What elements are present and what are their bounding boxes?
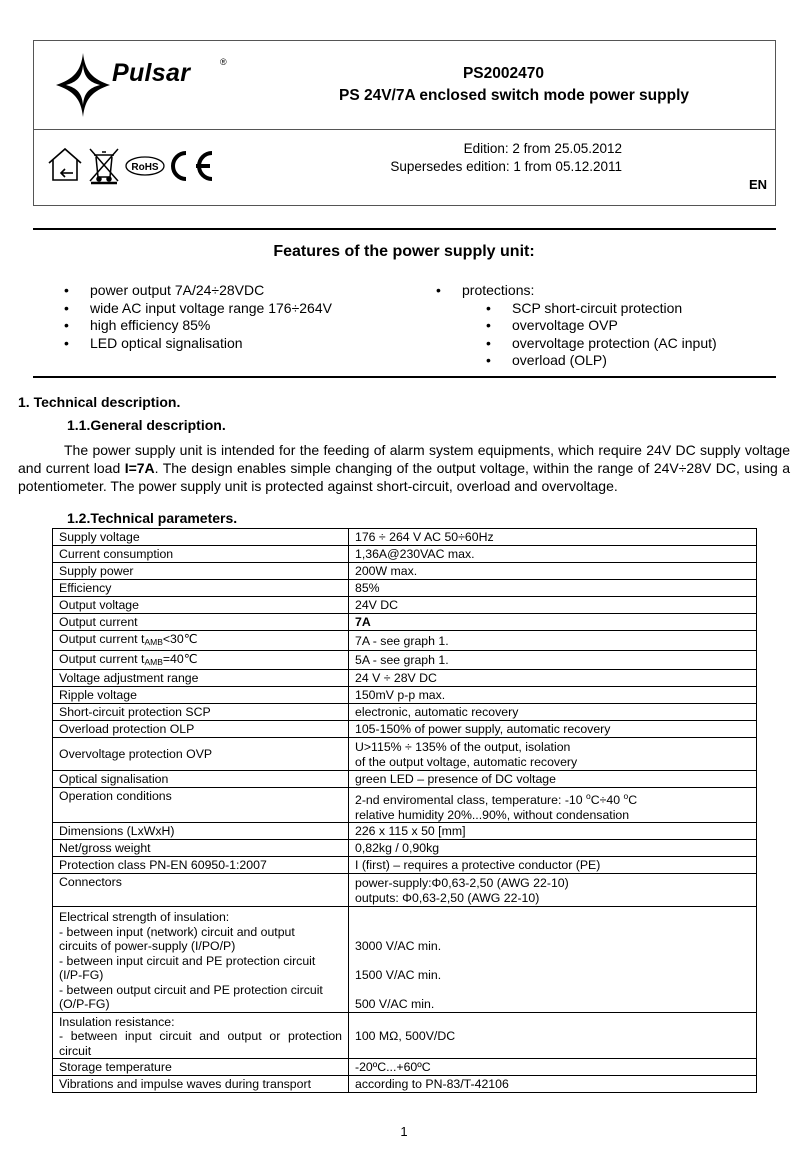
- list-item: • LED optical signalisation: [62, 335, 332, 353]
- table-row: [53, 670, 757, 687]
- divider-features: [33, 376, 776, 378]
- param-value-line: relative humidity 20%...90%, without condensation: [355, 807, 630, 822]
- param-name: Overload protection OLP: [53, 721, 349, 738]
- param-value: 226 x 115 x 50 [mm]: [349, 823, 757, 840]
- table-row: [53, 580, 757, 597]
- degree-mark: o: [586, 791, 591, 801]
- param-value: 5A - see graph 1.: [349, 650, 757, 670]
- table-row: [53, 563, 757, 580]
- param-name-line: circuit: [59, 1043, 92, 1058]
- degree-mark: o: [623, 791, 629, 801]
- header-title-row: [34, 41, 775, 130]
- table-row: [53, 614, 757, 631]
- param-value: 200W max.: [349, 563, 757, 580]
- paragraph-text: . The design enables simple changing of the output voltage, within the range of 24V÷28V DC, using a potentiometer. The power supply unit is protected against short-circuit, overload and overvoltage.: [18, 460, 790, 494]
- list-item: • overvoltage protection (AC input): [434, 335, 717, 353]
- param-value: 85%: [349, 580, 757, 597]
- param-name-subscript: AMB: [144, 637, 163, 647]
- param-name: [53, 907, 349, 1013]
- param-value-text: 2-nd enviromental class, temperature: -10: [355, 793, 587, 807]
- param-name: [53, 650, 349, 670]
- param-name-line: - between input (network) circuit and output: [59, 924, 295, 939]
- language-code: EN: [748, 177, 767, 192]
- list-item: • overload (OLP): [434, 352, 717, 370]
- pulsar-star-icon: [48, 49, 118, 121]
- param-name-line: (I/P-FG): [59, 968, 104, 982]
- table-row: [53, 1076, 757, 1093]
- param-value: [349, 788, 757, 823]
- rohs-label: RoHS: [131, 162, 159, 173]
- param-name: [53, 631, 349, 651]
- param-value: 105-150% of power supply, automatic recovery: [349, 721, 757, 738]
- param-value: 150mV p-p max.: [349, 687, 757, 704]
- param-name-subscript: AMB: [144, 656, 163, 667]
- param-name-line: (O/P-FG): [59, 997, 110, 1011]
- param-value-line: of the output voltage, automatic recovery: [355, 754, 578, 769]
- list-item: • overvoltage OVP: [434, 317, 717, 335]
- features-right-list: [434, 282, 717, 370]
- edition-info: Edition: 2 from 25.05.2012: [463, 141, 622, 156]
- param-name-line: - between output circuit and PE protection circuit: [59, 982, 323, 997]
- weee-bin-icon: [90, 149, 118, 183]
- param-name-line: - between input circuit and PE protection circuit: [59, 953, 316, 968]
- param-name-text: <30℃: [162, 632, 198, 646]
- param-name-line: Insulation resistance:: [59, 1014, 175, 1029]
- param-value: [349, 738, 757, 771]
- param-value-line: outputs: Φ0,63-2,50 (AWG 22-10): [355, 890, 540, 905]
- table-row: [53, 546, 757, 563]
- table-row: [53, 771, 757, 788]
- param-value: 24V DC: [349, 597, 757, 614]
- param-value: -20ºC...+60ºC: [349, 1059, 757, 1076]
- section-heading: 1. Technical description.: [18, 394, 181, 410]
- param-value-line: [355, 983, 750, 998]
- param-name-line: - between input circuit and output or protection: [59, 1029, 342, 1043]
- list-item: • wide AC input voltage range 176÷264V: [62, 300, 332, 318]
- features-left-list: [62, 282, 332, 352]
- param-name: Ripple voltage: [53, 687, 349, 704]
- param-value: 1,36A@230VAC max.: [349, 546, 757, 563]
- param-value: [349, 907, 757, 1013]
- rohs-icon: [126, 157, 164, 175]
- param-value-bold: 7A: [355, 615, 371, 630]
- param-value-line: U>115% ÷ 135% of the output, isolation: [355, 740, 571, 754]
- param-value: green LED – presence of DC voltage: [349, 771, 757, 788]
- param-name: Net/gross weight: [53, 840, 349, 857]
- document-title: PS 24V/7A enclosed switch mode power supply: [339, 87, 689, 104]
- table-row: [53, 874, 757, 907]
- document-header: [33, 40, 776, 206]
- certification-icons: [46, 145, 226, 185]
- param-name: Overvoltage protection OVP: [53, 738, 349, 771]
- param-name: Storage temperature: [53, 1059, 349, 1076]
- param-value-line: 3000 V/AC min.: [355, 939, 442, 953]
- param-value-line: 500 V/AC min.: [355, 997, 435, 1011]
- paragraph-text: The power supply unit is intended for the feeding of alarm system equipments, which require 24V DC supply voltage and current load: [18, 442, 790, 476]
- param-name: Current consumption: [53, 546, 349, 563]
- param-name-text: Output current t: [59, 651, 145, 666]
- param-name-line: circuits of power-supply (I/PO/P): [59, 939, 236, 953]
- param-name: Protection class PN-EN 60950-1:2007: [53, 857, 349, 874]
- document-code: PS2002470: [462, 65, 544, 82]
- list-item: • SCP short-circuit protection: [434, 300, 717, 318]
- param-value-text: C÷40: [590, 793, 624, 807]
- list-item: • high efficiency 85%: [62, 317, 332, 335]
- subsection-heading: 1.2.Technical parameters.: [67, 510, 238, 526]
- param-value: 24 V ÷ 28V DC: [349, 670, 757, 687]
- paragraph-bold-text: I=7A: [124, 460, 155, 476]
- param-value-line: [355, 910, 750, 925]
- param-value-line: power-supply:Φ0,63-2,50 (AWG 22-10): [355, 876, 569, 890]
- general-description-paragraph: [18, 441, 790, 495]
- param-name-text: =40℃: [162, 651, 198, 666]
- table-row: [53, 788, 757, 823]
- features-title: Features of the power supply unit:: [273, 243, 535, 260]
- table-row: [53, 840, 757, 857]
- registered-mark: ®: [220, 57, 227, 67]
- param-value: [349, 614, 757, 631]
- supersedes-info: Supersedes edition: 1 from 05.12.2011: [390, 159, 622, 174]
- table-row: [53, 857, 757, 874]
- table-row: [53, 687, 757, 704]
- technical-parameters-table: [52, 528, 757, 1093]
- param-name: Supply power: [53, 563, 349, 580]
- table-row: [53, 1012, 757, 1059]
- param-value: electronic, automatic recovery: [349, 704, 757, 721]
- param-value-line: 1500 V/AC min.: [355, 968, 442, 982]
- param-value-line: [355, 925, 750, 940]
- param-value: according to PN-83/T-42106: [349, 1076, 757, 1093]
- param-name: [53, 1012, 349, 1059]
- table-row: [53, 650, 757, 670]
- page-number: 1: [400, 1124, 408, 1139]
- param-value: I (first) – requires a protective conductor (PE): [349, 857, 757, 874]
- param-name: Output current: [53, 614, 349, 631]
- param-name: Supply voltage: [53, 529, 349, 546]
- param-name: Dimensions (LxWxH): [53, 823, 349, 840]
- ce-mark-icon: [173, 153, 212, 179]
- protections-heading: • protections:: [434, 282, 717, 300]
- param-name: Connectors: [53, 874, 349, 907]
- param-name: Short-circuit protection SCP: [53, 704, 349, 721]
- param-name: Efficiency: [53, 580, 349, 597]
- param-name: Optical signalisation: [53, 771, 349, 788]
- table-row: [53, 597, 757, 614]
- param-value: 100 MΩ, 500V/DC: [349, 1012, 757, 1059]
- list-item: • power output 7A/24÷28VDC: [62, 282, 332, 300]
- table-row: [53, 907, 757, 1013]
- table-row: [53, 721, 757, 738]
- param-value: [349, 874, 757, 907]
- param-value-line: [355, 954, 750, 969]
- param-value: 176 ÷ 264 V AC 50÷60Hz: [349, 529, 757, 546]
- param-value-line: [355, 789, 750, 808]
- table-row: [53, 1059, 757, 1076]
- param-value: 7A - see graph 1.: [349, 631, 757, 651]
- param-name: Vibrations and impulse waves during transport: [53, 1076, 349, 1093]
- param-name: Operation conditions: [53, 788, 349, 823]
- table-row: [53, 704, 757, 721]
- table-row: [53, 823, 757, 840]
- param-name-text: Output current t: [59, 632, 145, 646]
- param-name: Output voltage: [53, 597, 349, 614]
- table-row: [53, 738, 757, 771]
- indoor-use-icon: [49, 149, 81, 180]
- pulsar-logo: [48, 49, 248, 121]
- divider-top: [33, 228, 776, 230]
- subsection-heading: 1.1.General description.: [67, 417, 226, 433]
- param-value: 0,82kg / 0,90kg: [349, 840, 757, 857]
- param-name: Voltage adjustment range: [53, 670, 349, 687]
- table-row: [53, 631, 757, 651]
- param-name-line: Electrical strength of insulation:: [59, 910, 230, 924]
- brand-name: Pulsar: [112, 59, 191, 87]
- table-row: [53, 529, 757, 546]
- param-value-text: C: [628, 793, 638, 807]
